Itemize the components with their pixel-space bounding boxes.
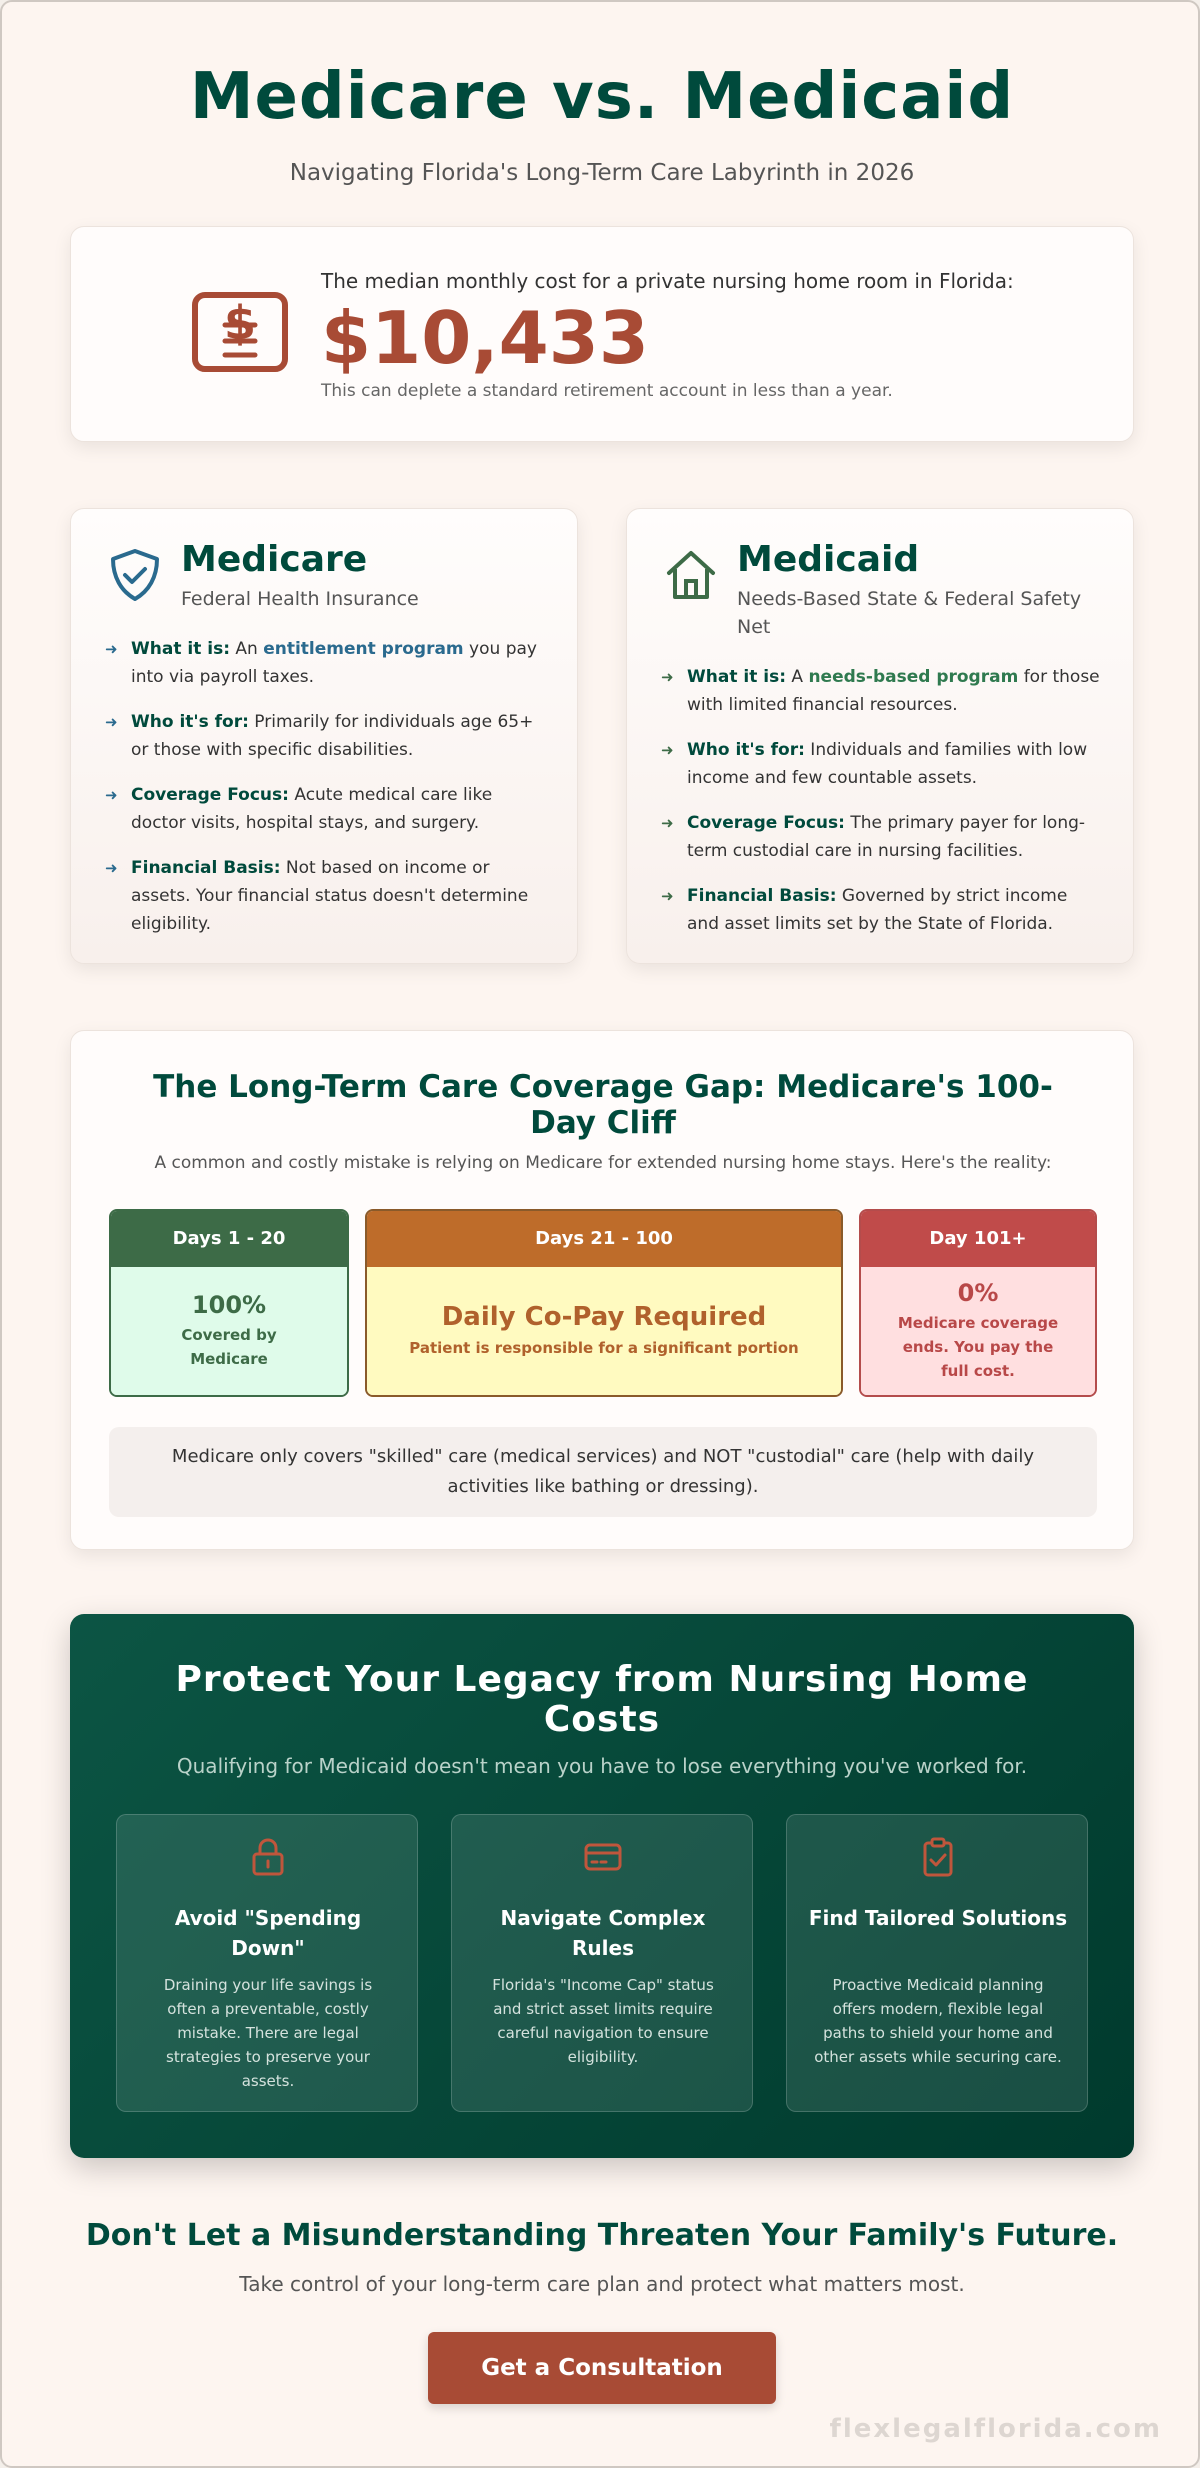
shield-check-icon <box>107 547 163 603</box>
phase-days-21-100 <box>365 1209 843 1397</box>
phase-days-1-20 <box>109 1209 349 1397</box>
phase-detail: Medicare coverage ends. You pay the full cost. <box>897 1314 1059 1380</box>
arrow-right-icon: ➜ <box>105 786 118 804</box>
feature-card <box>116 1814 418 2112</box>
gap-note: Medicare only covers "skilled" care (medical services) and NOT "custodial" care (help with daily activities like bathing or dressing). <box>109 1427 1097 1517</box>
feature-text: Florida's "Income Cap" status and strict asset limits require careful navigation to ensure eligibility. <box>492 1976 714 2066</box>
gap-title: The Long-Term Care Coverage Gap: Medicare's 100-Day Cliff <box>153 1069 1053 1141</box>
arrow-right-icon: ➜ <box>105 859 118 877</box>
medicaid-list <box>661 663 1103 955</box>
page-subtitle: Navigating Florida's Long-Term Care Labyrinth in 2026 <box>289 160 915 186</box>
feature-text: Proactive Medicaid planning offers modern, flexible legal paths to shield your home and other assets while securing care. <box>814 1976 1062 2066</box>
feature-title: Navigate Complex Rules <box>500 1906 706 1960</box>
medicaid-subtitle: Needs-Based State & Federal Safety Net <box>737 588 1082 638</box>
phase-day-101-plus <box>859 1209 1097 1397</box>
list-item: ➜ What it is: An entitlement program you pay into via payroll taxes. <box>105 635 547 691</box>
gap-subtitle: A common and costly mistake is relying on Medicare for extended nursing home stays. Here's the reality: <box>154 1153 1052 1173</box>
list-item: ➜ What it is: A needs-based program for those with limited financial resources. <box>661 663 1103 719</box>
cost-note: This can deplete a standard retirement account in less than a year. <box>321 381 893 401</box>
medicare-list <box>105 635 547 955</box>
arrow-right-icon: ➜ <box>661 814 674 832</box>
arrow-right-icon: ➜ <box>661 741 674 759</box>
get-consultation-button[interactable]: Get a Consultation <box>428 2332 776 2404</box>
phase-head: Day 101+ <box>861 1211 1095 1267</box>
coverage-gap-card <box>70 1030 1134 1550</box>
phase-head: Days 1 - 20 <box>111 1211 347 1267</box>
list-item: ➜ Coverage Focus: The primary payer for long-term custodial care in nursing facilities. <box>661 809 1103 865</box>
phase-main: Daily Co-Pay Required <box>441 1302 767 1332</box>
watermark: flexlegalflorida.com <box>829 2414 1162 2444</box>
legacy-title: Protect Your Legacy from Nursing Home Costs <box>175 1659 1029 1740</box>
medicaid-title: Medicaid <box>737 539 920 580</box>
arrow-right-icon: ➜ <box>661 887 674 905</box>
list-item: ➜ Who it's for: Individuals and families with low income and few countable assets. <box>661 736 1103 792</box>
phase-detail: Covered by Medicare <box>181 1326 277 1368</box>
legacy-subtitle: Qualifying for Medicaid doesn't mean you have to lose everything you've worked for. <box>176 1754 1028 1778</box>
arrow-right-icon: ➜ <box>105 713 118 731</box>
list-item: ➜ Who it's for: Primarily for individuals age 65+ or those with specific disabilities. <box>105 708 547 764</box>
feature-title: Find Tailored Solutions <box>808 1906 1068 1930</box>
cost-label: The median monthly cost for a private nursing home room in Florida: <box>321 269 1014 293</box>
cta-subtitle: Take control of your long-term care plan and protect what matters most. <box>239 2272 965 2296</box>
credit-card-icon <box>583 1837 623 1877</box>
feature-card <box>451 1814 753 2112</box>
medicare-card <box>70 508 578 964</box>
arrow-right-icon: ➜ <box>661 668 674 686</box>
list-item: ➜ Coverage Focus: Acute medical care like doctor visits, hospital stays, and surgery. <box>105 781 547 837</box>
lock-icon <box>248 1837 288 1877</box>
feature-text: Draining your life savings is often a preventable, costly mistake. There are legal strategies to preserve your assets. <box>163 1976 373 2090</box>
page-title: Medicare vs. Medicaid <box>189 60 1015 134</box>
feature-title: Avoid "Spending Down" <box>174 1906 362 1960</box>
medicare-title: Medicare <box>181 539 368 580</box>
list-item: ➜ Financial Basis: Not based on income or assets. Your financial status doesn't determine eligibility. <box>105 854 547 938</box>
legacy-section <box>70 1614 1134 2158</box>
cost-value: $10,433 <box>321 296 649 380</box>
phase-head: Days 21 - 100 <box>367 1211 841 1267</box>
phase-main: 100% <box>191 1291 267 1319</box>
house-icon <box>663 547 719 603</box>
medicaid-card <box>626 508 1134 964</box>
clipboard-check-icon <box>918 1837 958 1877</box>
arrow-right-icon: ➜ <box>105 640 118 658</box>
header <box>2 60 1200 186</box>
feature-card <box>786 1814 1088 2112</box>
money-bill-icon <box>191 291 289 373</box>
cta-title: Don't Let a Misunderstanding Threaten Your Family's Future. <box>85 2218 1119 2253</box>
phase-main: 0% <box>957 1279 999 1307</box>
list-item: ➜ Financial Basis: Governed by strict income and asset limits set by the State of Florida. <box>661 882 1103 938</box>
medicare-subtitle: Federal Health Insurance <box>181 588 419 610</box>
cost-card <box>70 226 1134 442</box>
phase-detail: Patient is responsible for a significant portion <box>409 1339 799 1357</box>
svg-text:$: $ <box>223 296 257 350</box>
